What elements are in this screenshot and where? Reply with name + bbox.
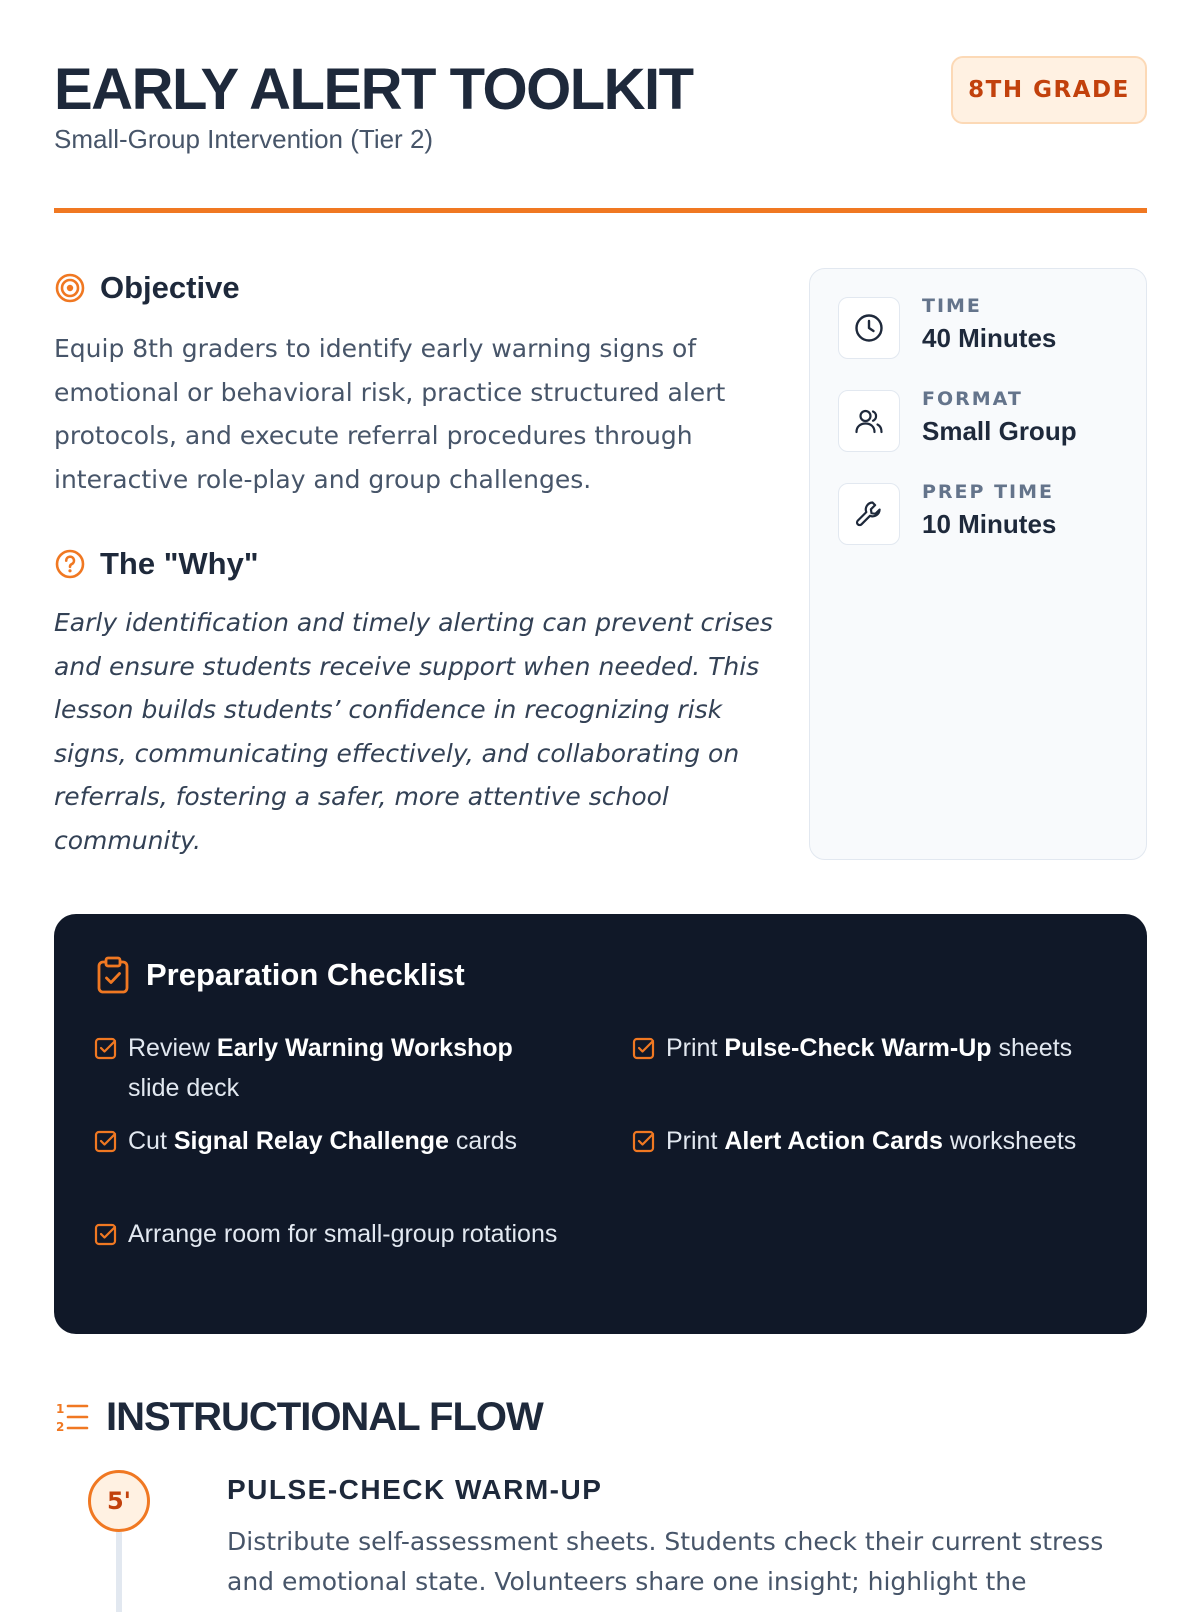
- stat-label: TIME: [922, 295, 982, 317]
- clipboard-check-icon: [96, 956, 130, 994]
- checklist-bold-text: Pulse-Check Warm-Up: [724, 1034, 992, 1062]
- stat-time: [838, 297, 1138, 361]
- step-duration-badge: 5': [88, 1470, 150, 1532]
- stat-value: 40 Minutes: [922, 323, 1057, 353]
- flow-heading: [54, 1392, 543, 1442]
- timeline-line: [116, 1532, 122, 1612]
- why-title: The "Why": [100, 546, 259, 581]
- clock-icon: [838, 297, 900, 359]
- checkbox-checked-icon: [632, 1129, 656, 1153]
- checklist-bold-text: Signal Relay Challenge: [173, 1127, 449, 1155]
- checklist-text: cards: [448, 1127, 518, 1155]
- header-divider: [54, 208, 1147, 213]
- checkbox-checked-icon: [94, 1036, 118, 1060]
- svg-text:2: 2: [56, 1420, 65, 1434]
- wrench-icon: [838, 483, 900, 545]
- checklist-bold-text: Early Warning Workshop: [216, 1034, 513, 1062]
- checklist-title: Preparation Checklist: [146, 957, 465, 992]
- svg-text:1: 1: [56, 1402, 65, 1416]
- grade-badge: 8TH GRADE: [951, 56, 1147, 124]
- question-circle-icon: [54, 548, 86, 580]
- stat-value: 10 Minutes: [922, 509, 1057, 539]
- checklist-bold-text: Alert Action Cards: [724, 1127, 943, 1155]
- users-icon: [838, 390, 900, 452]
- objective-title: Objective: [100, 270, 240, 305]
- stat-format: [838, 390, 1138, 454]
- stat-label: FORMAT: [922, 388, 1023, 410]
- checklist-text: worksheets: [942, 1127, 1077, 1155]
- checkbox-checked-icon: [94, 1129, 118, 1153]
- checklist-heading: [96, 956, 465, 994]
- stat-label: PREP TIME: [922, 481, 1054, 503]
- checklist-text: Print: [666, 1034, 725, 1062]
- checklist-text: Review: [128, 1034, 217, 1062]
- checklist-text: Print: [666, 1127, 725, 1155]
- preparation-checklist: [54, 914, 1147, 1334]
- lesson-stats-card: [809, 268, 1147, 860]
- checklist-text: Cut: [128, 1127, 174, 1155]
- checkbox-checked-icon: [632, 1036, 656, 1060]
- why-text: Early identification and timely alerting can prevent crises and ensure students receive support when needed. This lesson builds students’ confidence in recognizing risk signs, communicating effectively, and collaborating on referrals, fostering a safer, more attentive school community.: [54, 608, 773, 855]
- objective-heading: [54, 268, 240, 308]
- why-heading: [54, 544, 259, 584]
- checklist-text: sheets: [991, 1034, 1073, 1062]
- page-subtitle: Small-Group Intervention (Tier 2): [54, 124, 434, 154]
- page-title: EARLY ALERT TOOLKIT: [54, 57, 693, 122]
- step-description: Distribute self-assessment sheets. Students check their current stress and emotional state. Volunteers share one insight; highlight the: [227, 1527, 1104, 1596]
- checklist-text: slide deck: [128, 1074, 240, 1102]
- checklist-text: Arrange room for small-group rotations: [128, 1220, 558, 1248]
- flow-title: INSTRUCTIONAL FLOW: [106, 1394, 543, 1439]
- page-header: [54, 56, 1147, 166]
- target-icon: [54, 272, 86, 304]
- stat-prep-time: [838, 483, 1138, 547]
- checkbox-checked-icon: [94, 1222, 118, 1246]
- lesson-page: [54, 0, 1147, 1600]
- objective-text: Equip 8th graders to identify early warning signs of emotional or behavioral risk, practice structured alert protocols, and execute referral procedures through interactive role-play and group challenges.: [54, 334, 726, 494]
- stat-value: Small Group: [922, 416, 1077, 446]
- numbered-list-icon: [54, 1399, 90, 1435]
- step-title: PULSE-CHECK WARM-UP: [227, 1474, 603, 1505]
